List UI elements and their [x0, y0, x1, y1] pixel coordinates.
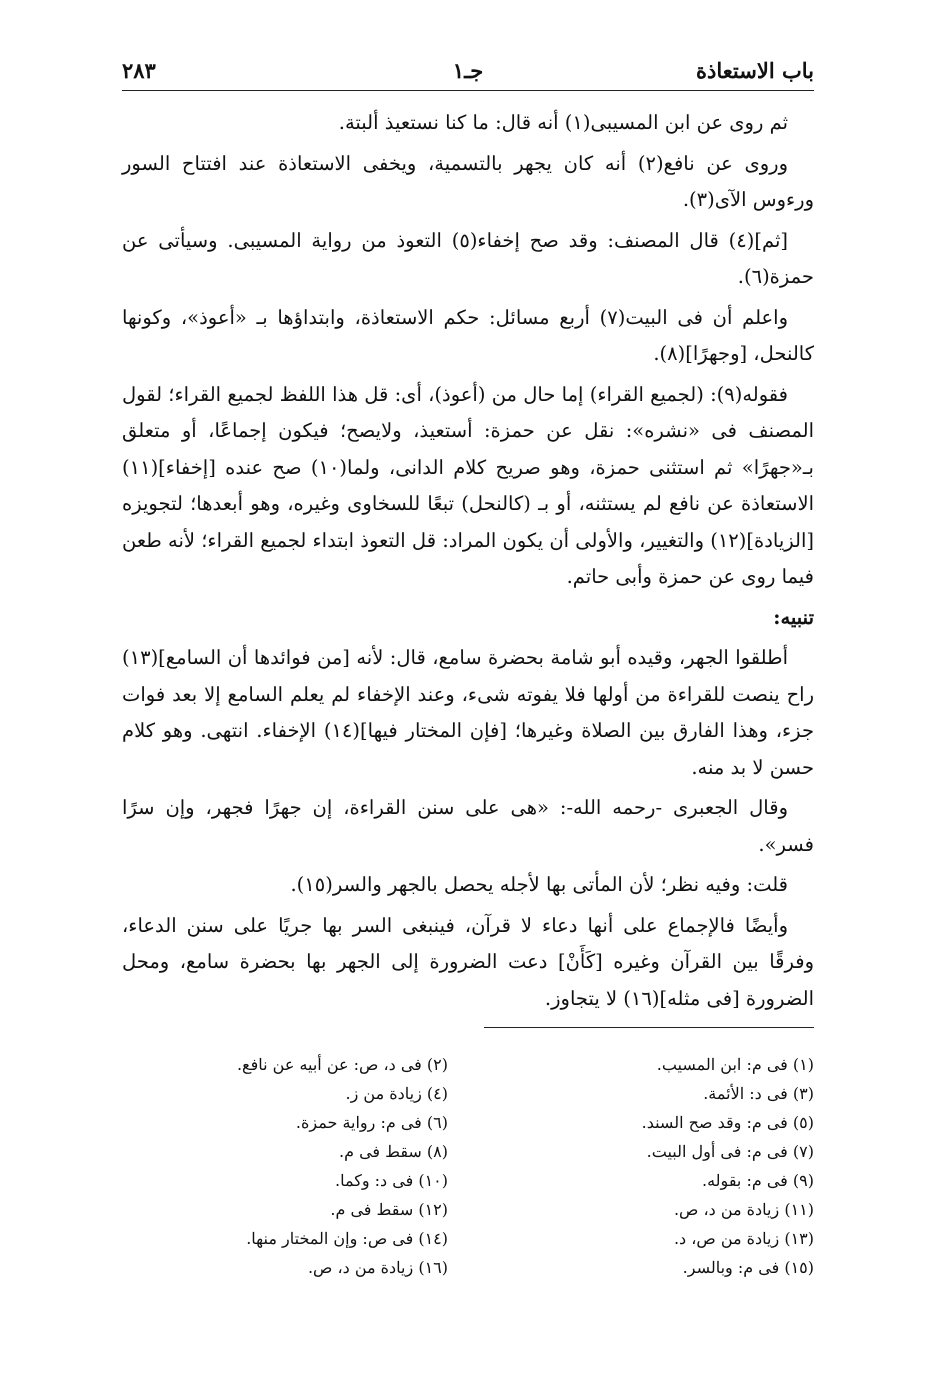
paragraph: ثم روى عن ابن المسيبى(١) أنه قال: ما كنا نستعيذ ألبتة. — [338, 111, 788, 134]
footnote: (٦) فى م: رواية حمزة. — [295, 1113, 448, 1132]
footnote: (٧) فى م: فى أول البيت. — [646, 1142, 814, 1161]
paragraph: قلت: وفيه نظر؛ لأن المأتى بها لأجله يحصل بالجهر والسر(١٥). — [290, 873, 788, 896]
paragraph: [ثم](٤) قال المصنف: وقد صح إخفاء(٥) التعوذ من رواية المسيبى. وسيأتى عن حمزة(٦). — [122, 228, 814, 288]
footnote: (١) فى م: ابن المسيب. — [656, 1055, 814, 1074]
paragraph: أطلقوا الجهر، وقيده أبو شامة بحضرة سامع، قال: لأنه [من فوائدها أن السامع](١٣) راح ينصت للقراءة من أولها فلا يفوته شىء، وعند الإخفاء لم يعلم السامع إلا بعد فوات جزء، وهذا الفارق بين الصلاة وغيرها؛ [فإن المختار فيها](١٤) الإخفاء. انتهى. وهو كلام حسن لا بد منه. — [122, 646, 814, 779]
page-number: ٢٨٣ — [122, 58, 156, 83]
paragraph: واعلم أن فى البيت(٧) أربع مسائل: حكم الاستعاذة، وابتداؤها بـ «أعوذ»، وكونها كالنحل، [وجهرًا](٨). — [122, 305, 814, 365]
section-heading: تنبيه: — [773, 605, 814, 629]
footnote: (١٣) زيادة من ص، د. — [673, 1229, 814, 1248]
volume-label: جـ١ — [452, 58, 484, 83]
running-header — [122, 56, 814, 91]
footnote: (١٠) فى د: وكما. — [335, 1171, 448, 1190]
footnotes-right-column — [488, 1050, 814, 1282]
footnote: (٢) فى د، ص: عن أبيه عن نافع. — [236, 1055, 448, 1074]
footnote: (١٦) زيادة من د، ص. — [307, 1258, 448, 1277]
footnote: (٥) فى م: وقد صح السند. — [641, 1113, 814, 1132]
footnote: (٤) زيادة من ز. — [345, 1084, 448, 1103]
footnote: (٨) سقط فى م. — [338, 1142, 448, 1161]
chapter-title: باب الاستعاذة — [696, 58, 814, 83]
paragraph: وأيضًا فالإجماع على أنها دعاء لا قرآن، فينبغى السر بها جريًا على سنن الدعاء، وفرقًا بين القرآن وغيره [كَأَنْ] دعت الضرورة إلى الجهر بها بحضرة سامع، ومحل الضرورة [فى مثله](١٦) لا يتجاوز. — [122, 913, 814, 1010]
paragraph: وقال الجعبرى -رحمه الله-: «هى على سنن القراءة، إن جهرًا فجهر، وإن سرًا فسر». — [122, 796, 814, 856]
footnote: (١٤) فى ص: وإن المختار منها. — [246, 1229, 448, 1248]
main-text — [122, 105, 814, 1017]
footnote: (١١) زيادة من د، ص. — [673, 1200, 814, 1219]
footnotes-left-column — [122, 1050, 448, 1282]
footnote: (٣) فى د: الأئمة. — [703, 1084, 814, 1103]
footnote: (٩) فى م: بقوله. — [702, 1171, 814, 1190]
paragraph: فقوله(٩): (لجميع القراء) إما حال من (أعوذ)، أى: قل هذا اللفظ لجميع القراء؛ لقول المصنف فى «نشره»: نقل عن حمزة: أستعيذ، ولايصح؛ فيكون إجماعًا، أو متعلق بـ«جهرًا» ثم استثنى حمزة، وهو صريح كلام الدانى، ولما(١٠) صح عنده [إخفاء](١١) الاستعاذة عن نافع لم يستثنه، أو بـ (كالنحل) تبعًا للسخاوى وغيره، وهو أبعدها؛ لتجويزه [الزيادة](١٢) والتغيير، والأولى أن يكون المراد: قل التعوذ ابتداء لجميع القراء؛ لأنه طعن فيما روى عن حمزة وأبى حاتم. — [122, 382, 814, 588]
footnote-divider — [484, 1027, 814, 1028]
paragraph: وروى عن نافع(٢) أنه كان يجهر بالتسمية، ويخفى الاستعاذة عند افتتاح السور ورءوس الآى(٣). — [122, 151, 814, 211]
footnotes — [122, 1050, 814, 1282]
footnote: (١٥) فى م: وبالسر. — [682, 1258, 814, 1277]
footnote: (١٢) سقط فى م. — [330, 1200, 448, 1219]
